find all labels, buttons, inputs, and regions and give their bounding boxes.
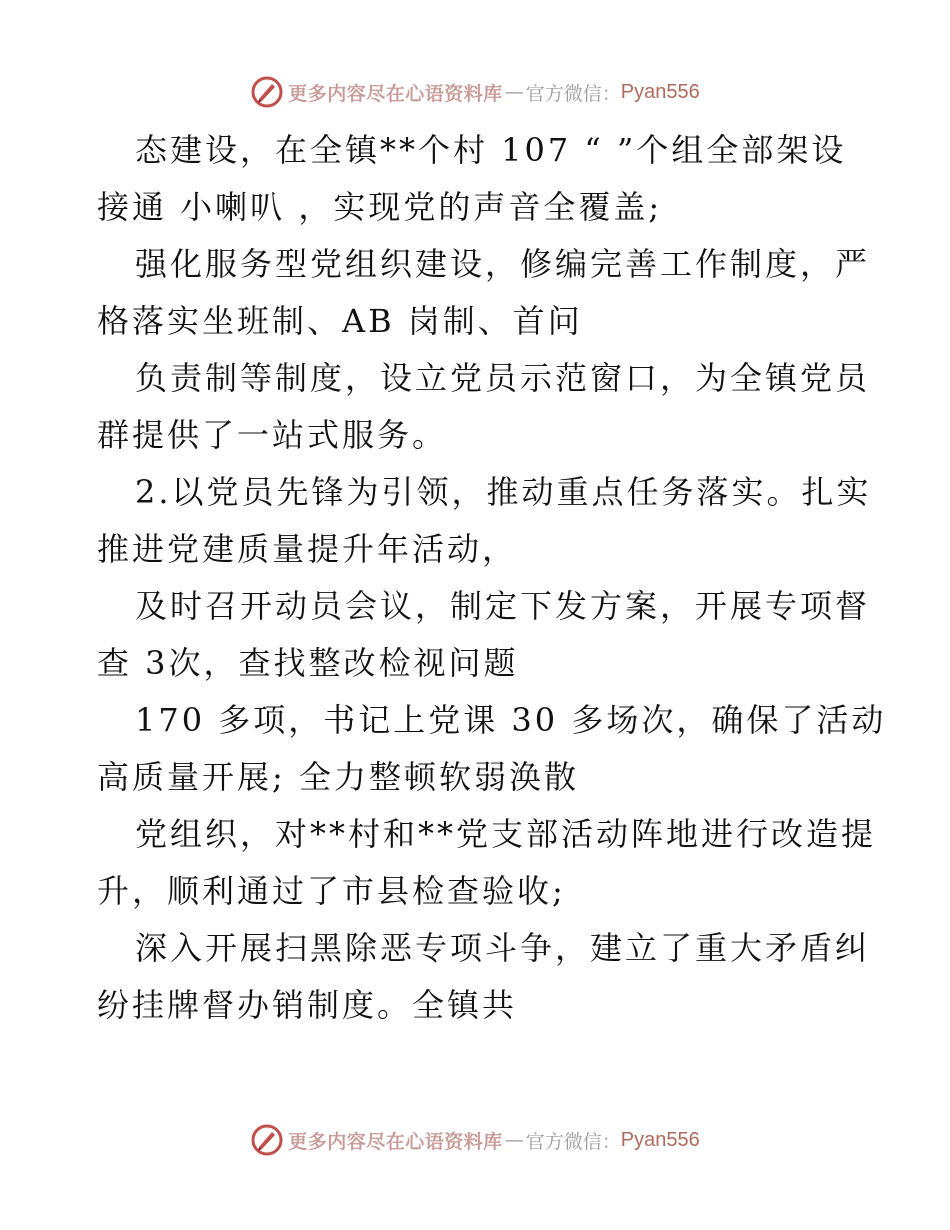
text-line: 2.以党员先锋为引领，推动重点任务落实。扎实	[135, 473, 872, 511]
watermark-separator: —	[504, 1129, 524, 1151]
pen-logo-icon	[250, 1123, 284, 1157]
text-line: 群提供了一站式服务。	[97, 416, 448, 454]
watermark-text: 更多内容尽在心语资料库	[288, 1130, 503, 1153]
text-line: 党组织，对**村和**党支部活动阵地进行改造提	[135, 815, 877, 853]
document-body	[97, 122, 887, 1034]
text-line: 升，顺利通过了市县检查验收;	[97, 872, 566, 910]
text-line: 强化服务型党组织建设，修编完善工作制度，严	[135, 245, 871, 283]
text-line: 及时召开动员会议，制定下发方案，开展专项督	[135, 587, 871, 625]
watermark-separator: —	[504, 81, 524, 103]
watermark-wechat-label: 官方微信：	[525, 82, 621, 105]
text-line: 高质量开展; 全力整顿软弱涣散	[97, 758, 579, 796]
text-line: 纷挂牌督办销制度。全镇共	[97, 986, 518, 1024]
text-line: 深入开展扫黑除恶专项斗争，建立了重大矛盾纠	[135, 929, 871, 967]
footer-watermark	[0, 1120, 950, 1160]
text-line: 格落实坐班制、AB 岗制、首问	[97, 302, 583, 340]
watermark-text: 更多内容尽在心语资料库	[288, 82, 503, 105]
pen-logo-icon	[250, 75, 284, 109]
text-line: 接通 小喇叭 ，实现党的声音全覆盖;	[97, 188, 663, 226]
text-line: 推进党建质量提升年活动，	[97, 530, 518, 568]
header-watermark	[0, 72, 950, 112]
watermark-wechat-id: Pyan556	[620, 80, 700, 103]
text-line: 负责制等制度，设立党员示范窗口，为全镇党员	[135, 359, 871, 397]
text-line: 170 多项，书记上党课 30 多场次，确保了活动	[135, 701, 887, 739]
text-line: 查 3次，查找整改检视问题	[97, 644, 519, 682]
text-line: 态建设，在全镇**个村 107 “ ”个组全部架设	[135, 131, 847, 169]
watermark-wechat-label: 官方微信：	[525, 1130, 621, 1153]
watermark-wechat-id: Pyan556	[620, 1128, 700, 1151]
